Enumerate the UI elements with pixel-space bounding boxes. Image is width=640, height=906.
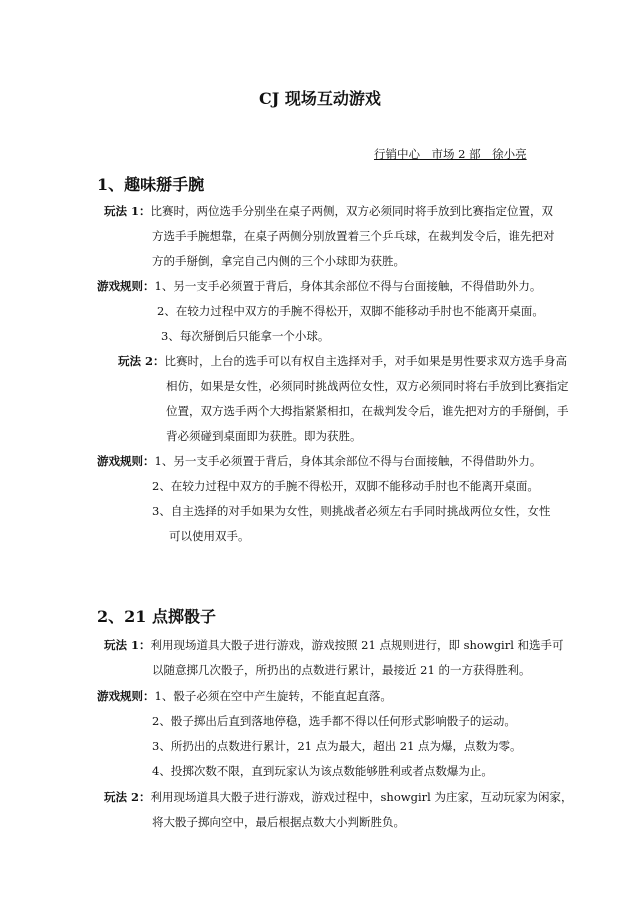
text-line: 3、所扔出的点数进行累计，21 点为最大，超出 21 点为爆，点数为零。 <box>152 739 522 753</box>
text-line: 背必须碰到桌面即为获胜。即为获胜。 <box>166 429 362 443</box>
section1-rules1 <box>97 278 541 294</box>
section-heading-1: 1、趣味掰手腕 <box>97 175 205 194</box>
text-line: 可以使用双手。 <box>169 529 250 543</box>
text-line: 利用现场道具大骰子进行游戏，游戏过程中，showgirl 为庄家，互动玩家为闲家， <box>150 790 573 804</box>
text-line: 位置，双方选手两个大拇指紧紧相扣，在裁判发令后，谁先把对方的手掰倒，手 <box>166 404 569 418</box>
text-line: 3、每次掰倒后只能拿一个小球。 <box>161 329 330 343</box>
section1-rules2 <box>97 453 541 469</box>
text-line: 方的手掰倒，拿完自己内侧的三个小球即为获胜。 <box>152 254 405 268</box>
play1-label: 玩法 1： <box>104 204 151 218</box>
text-line: 将大骰子掷向空中，最后根据点数大小判断胜负。 <box>152 815 405 829</box>
text-line: 比赛时，上台的选手可以有权自主选择对手，对手如果是男性要求双方选手身高 <box>164 354 568 368</box>
text-line: 相仿，如果是女性，必须同时挑战两位女性，双方必须同时将右手放到比赛指定 <box>166 379 569 393</box>
play2-label: 玩法 2： <box>104 790 151 804</box>
text-line: 2、在较力过程中双方的手腕不得松开，双脚不能移动手肘也不能离开桌面。 <box>157 304 544 318</box>
text-line: 比赛时，两位选手分别坐在桌子两侧，双方必须同时将手放到比赛指定位置，双 <box>150 204 554 218</box>
text-line: 利用现场道具大骰子进行游戏，游戏按照 21 点规则进行，即 showgirl 和选手可 <box>150 638 564 652</box>
section2-play1 <box>104 637 564 653</box>
text-line: 2、在较力过程中双方的手腕不得松开，双脚不能移动手肘也不能离开桌面。 <box>152 479 539 493</box>
rules-label: 游戏规则： <box>97 279 155 293</box>
text-line: 2、骰子掷出后直到落地停稳，选手都不得以任何形式影响骰子的运动。 <box>152 714 516 728</box>
text-line: 1、另一支手必须置于背后，身体其余部位不得与台面接触，不得借助外力。 <box>154 279 542 293</box>
text-line: 方选手手腕想靠，在桌子两侧分别放置着三个乒乓球，在裁判发令后，谁先把对 <box>152 229 555 243</box>
rules-label: 游戏规则： <box>97 689 155 703</box>
section2-play2 <box>104 789 572 805</box>
document-title: CJ 现场互动游戏 <box>259 89 381 108</box>
play2-label: 玩法 2： <box>118 354 165 368</box>
text-line: 1、骰子必须在空中产生旋转，不能直起直落。 <box>154 689 392 703</box>
text-line: 1、另一支手必须置于背后，身体其余部位不得与台面接触，不得借助外力。 <box>154 454 542 468</box>
section1-play2 <box>118 353 567 369</box>
text-line: 3、自主选择的对手如果为女性，则挑战者必须左右手同时挑战两位女性，女性 <box>152 504 551 518</box>
author-line: 行销中心 市场 2 部 徐小亮 <box>374 147 527 161</box>
section-heading-2: 2、21 点掷骰子 <box>97 607 216 626</box>
text-line: 以随意掷几次骰子，所扔出的点数进行累计，最接近 21 的一方获得胜利。 <box>152 663 531 677</box>
play1-label: 玩法 1： <box>104 638 151 652</box>
section1-play1 <box>104 203 553 219</box>
rules-label: 游戏规则： <box>97 454 155 468</box>
section2-rules1 <box>97 688 392 704</box>
text-line: 4、投掷次数不限，直到玩家认为该点数能够胜利或者点数爆为止。 <box>152 764 493 778</box>
